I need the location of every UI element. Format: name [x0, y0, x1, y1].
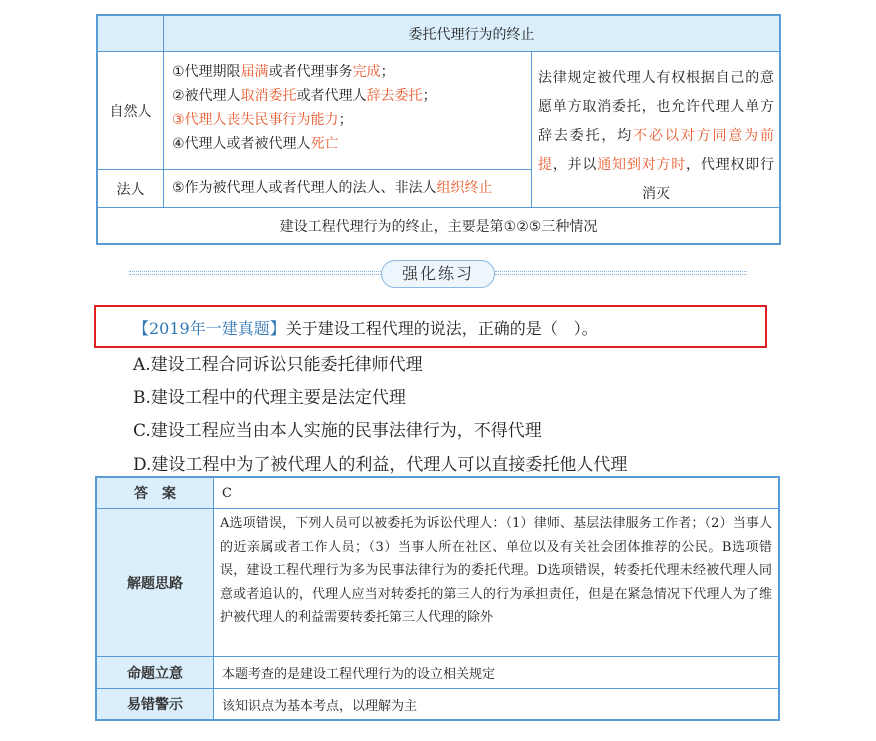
- table-header-title: 委托代理行为的终止: [408, 26, 535, 43]
- option-c: C.建设工程应当由本人实施的民事法律行为，不得代理: [133, 421, 542, 441]
- highlight-text: 辞去委托: [366, 88, 423, 104]
- note-text: ，代理权即行消灭: [642, 157, 775, 202]
- natural-person-conditions: [172, 60, 527, 156]
- condition-text: ；: [338, 112, 353, 128]
- row-label-legal-person: 法人: [116, 181, 145, 198]
- condition-text: ；: [380, 64, 395, 80]
- condition-text: 或者代理人: [296, 88, 367, 104]
- highlight-text: 届满: [240, 64, 269, 80]
- analysis-label: 解题思路: [97, 509, 213, 656]
- condition-text: ①代理期限: [172, 64, 241, 80]
- highlight-text: 死亡: [310, 136, 339, 152]
- row-label-natural-person: 自然人: [109, 103, 152, 120]
- highlight-text: 不必以对方同意为前提: [538, 128, 775, 173]
- condition-line: [172, 132, 527, 156]
- section-rule-left: [129, 271, 381, 275]
- section-rule-right: [495, 271, 747, 275]
- highlight-text: ③: [172, 112, 185, 128]
- highlight-text: 代理人丧失民事行为能力: [184, 112, 339, 128]
- highlight-text: 组织终止: [436, 180, 493, 196]
- termination-note: [538, 64, 774, 209]
- condition-text: 或者代理事务: [268, 64, 353, 80]
- analysis-text: A选项错误，下列人员可以被委托为诉讼代理人：（1）律师、基层法律服务工作者；（2）当事人的近亲属或者工作人员；（3）当事人所在社区、单位以及有关社会团体推荐的公民。B选项错误，建设工程代理行为多为民事法律行为的委托代理。D选项错误，转委托代理未经被代理人同意或者追认的，代理人应当对转委托的第三人的行为承担责任，但是在紧急情况下代理人为了维护被代理人的利益需要转委托第三人代理的除外: [220, 516, 772, 625]
- section-title: 强化练习: [381, 260, 495, 288]
- question-stem-line: [133, 316, 598, 339]
- condition-text: ④代理人或者被代理人: [172, 136, 311, 152]
- intent-label: 命题立意: [97, 657, 213, 688]
- divider: [531, 52, 532, 208]
- condition-text: ⑤作为被代理人或者代理人的法人、非法人: [172, 180, 437, 196]
- note-text: ，并以: [552, 157, 598, 173]
- intent-value: 本题考查的是建设工程代理行为的设立相关规定: [222, 667, 496, 682]
- option-d: D.建设工程中为了被代理人的利益，代理人可以直接委托他人代理: [133, 455, 628, 475]
- highlight-text: 通知到对方时: [597, 157, 687, 173]
- option-b: B.建设工程中的代理主要是法定代理: [133, 388, 406, 408]
- condition-line: [172, 60, 527, 84]
- note-text: 法律规定被代理人有权根据自己的意愿单方取消委托，也允许代理人单方辞去委托，均: [538, 70, 774, 144]
- warning-label: 易错警示: [97, 689, 213, 719]
- highlight-text: 完成: [352, 64, 381, 80]
- table-footer-summary: 建设工程代理行为的终止，主要是第①②⑤三种情况: [279, 219, 598, 235]
- condition-text: ；: [422, 88, 437, 104]
- condition-line: [172, 84, 527, 108]
- divider: [163, 16, 164, 208]
- legal-person-condition: [172, 170, 527, 207]
- option-a: A.建设工程合同诉讼只能委托律师代理: [133, 355, 423, 375]
- condition-line: [172, 108, 527, 132]
- answer-label: 答 案: [97, 478, 213, 508]
- divider: [98, 51, 779, 52]
- question-stem: 关于建设工程代理的说法，正确的是（ ）。: [285, 319, 598, 338]
- answer-value: C: [222, 485, 232, 501]
- highlight-text: 取消委托: [240, 88, 297, 104]
- warning-value: 该知识点为基本考点，以理解为主: [222, 698, 418, 714]
- question-source-tag: 【2019年一建真题】: [133, 319, 286, 338]
- condition-text: ②被代理人: [172, 88, 241, 104]
